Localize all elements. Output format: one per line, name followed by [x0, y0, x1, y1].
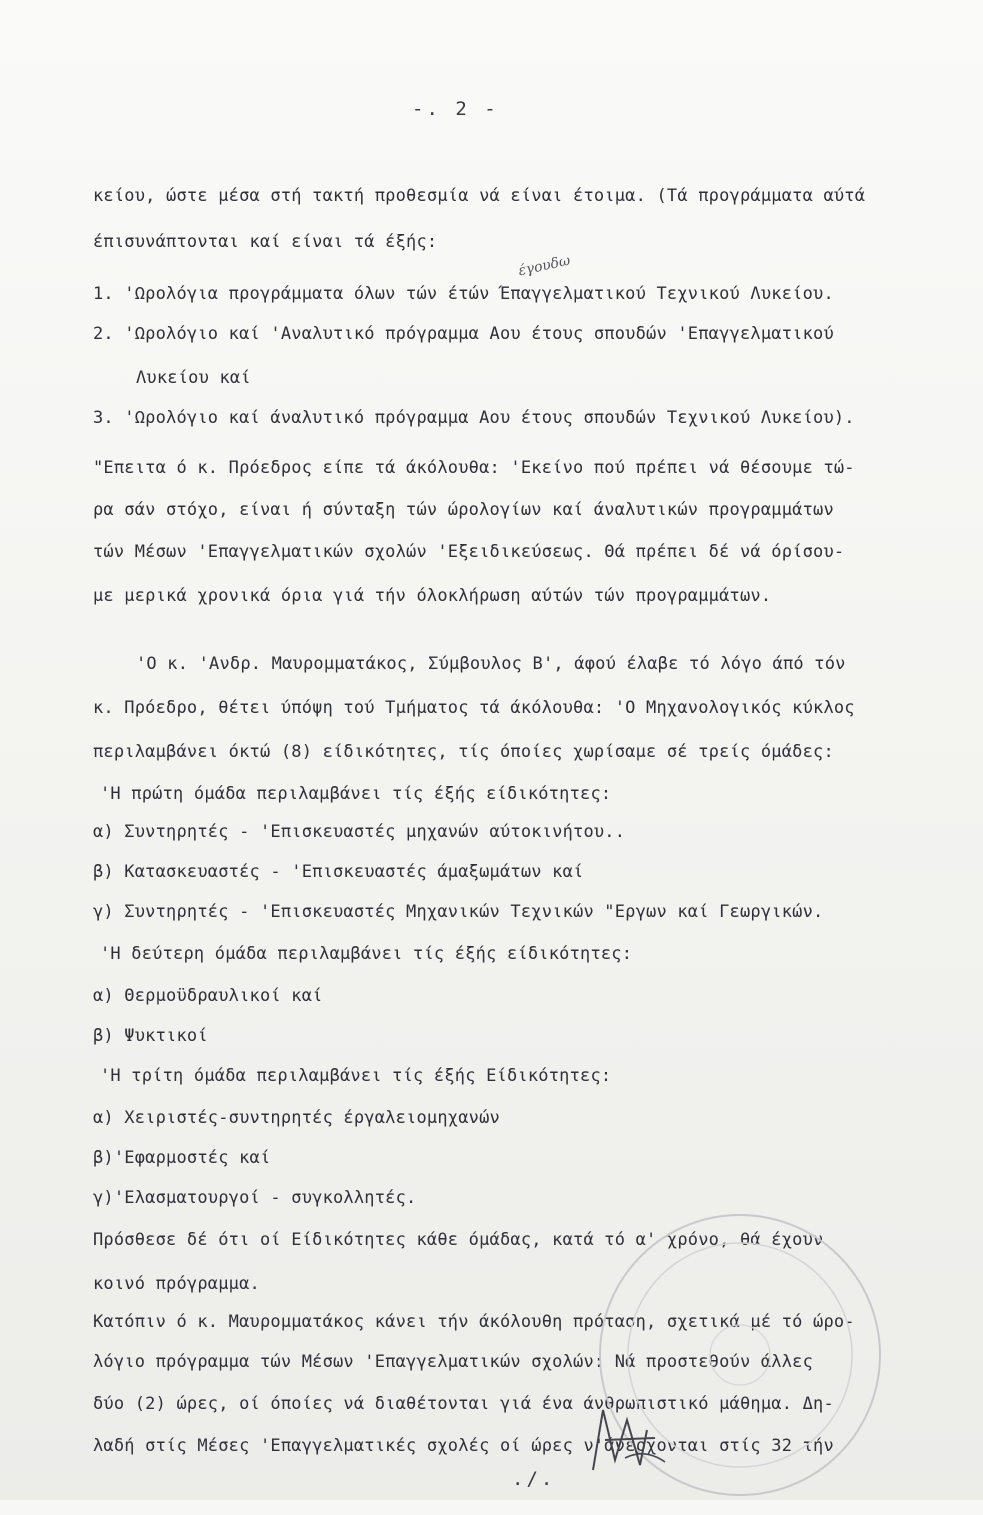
edge-mark	[969, 1240, 977, 1254]
text-line: 'Η δεύτερη όμάδα περιλαμβάνει τίς έξής είδικότητες:	[100, 944, 633, 964]
list-item: α) Θερμοϋδραυλικοί καί	[93, 986, 323, 1006]
text-line: έπισυνάπτονται καί είναι τά έξής:	[93, 232, 438, 252]
page-number: -. 2 -	[412, 98, 499, 120]
list-item: β) Ψυκτικοί	[93, 1026, 208, 1046]
text-line: δύο (2) ώρες, οί όποίες νά διαθέτονται γιά ένα άνθρωπιστικό μάθημα. Δη-	[93, 1394, 834, 1414]
list-item: α) Συντηρητές - 'Επισκευαστές μηχανών αύτοκινήτου..	[93, 822, 626, 842]
text-line: ρα σάν στόχο, είναι ή σύνταξη τών ώρολογίων καί άναλυτικών προγραμμάτων	[93, 500, 834, 520]
list-item: 2. 'Ωρολόγιο καί 'Αναλυτικό πρόγραμμα Αου έτους σπουδών 'Επαγγελματικού	[93, 324, 834, 344]
text-line: λαδή στίς Μέσες 'Επαγγελματικές σχολές οί ώρες ν'άνέρχονται στίς 32 τήν	[93, 1436, 834, 1456]
text-line: 'Ο κ. 'Ανδρ. Μαυρομματάκος, Σύμβουλος Β', άφού έλαβε τό λόγο άπό τόν	[136, 654, 846, 674]
text-line: 'Η τρίτη όμάδα περιλαμβάνει τίς έξής Είδικότητες:	[100, 1066, 612, 1086]
list-item: α) Χειριστές-συντηρητές έργαλειομηχανών	[93, 1108, 500, 1128]
text-line: 'Η πρώτη όμάδα περιλαμβάνει τίς έξής είδικότητες:	[100, 784, 612, 804]
handwritten-annotation: έγουδω	[516, 252, 572, 280]
text-line: κείου, ώστε μέσα στή τακτή προθεσμία νά είναι έτοιμα. (Τά προγράμματα αύτά	[93, 186, 866, 206]
text-line: Κατόπιν ό κ. Μαυρομματάκος κάνει τήν άκόλουθη πρόταση, σχετικά μέ τό ώρο-	[93, 1312, 855, 1332]
list-item: β)'Εφαρμοστές καί	[93, 1148, 271, 1168]
text-line: κοινό πρόγραμμα.	[93, 1274, 260, 1294]
signature-scribble	[585, 1400, 675, 1480]
continuation-mark: ./.	[512, 1468, 556, 1490]
text-line: λόγιο πρόγραμμα τών Μέσων 'Επαγγελματικών σχολών: Νά προστεθούν άλλες	[93, 1352, 814, 1372]
text-line: τών Μέσων 'Επαγγελματικών σχολών 'Εξειδικεύσεως. Θά πρέπει δέ νά όρίσου-	[93, 542, 845, 562]
list-item: 3. 'Ωρολόγιο καί άναλυτικό πρόγραμμα Αου έτους σπουδών Τεχνικού Λυκείου).	[93, 408, 855, 428]
text-line: περιλαμβάνει όκτώ (8) είδικότητες, τίς όποίες χωρίσαμε σέ τρείς όμάδες:	[93, 742, 834, 762]
text-line: Λυκείου καί	[136, 368, 251, 388]
list-item: β) Κατασκευαστές - 'Επισκευαστές άμαξωμάτων καί	[93, 862, 584, 882]
list-item: γ)'Ελασματουργοί - συγκολλητές.	[93, 1188, 417, 1208]
text-line: "Επειτα ό κ. Πρόεδρος είπε τά άκόλουθα: 'Εκείνο πού πρέπει νά θέσουμε τώ-	[93, 458, 855, 478]
list-item: 1. 'Ωρολόγια προγράμματα όλων τών έτών Έπαγγελματικού Τεχνικού Λυκείου.	[93, 284, 834, 304]
list-item: γ) Συντηρητές - 'Επισκευαστές Μηχανικών Τεχνικών "Εργων καί Γεωργικών.	[93, 902, 824, 922]
text-line: με μερικά χρονικά όρια γιά τήν όλοκλήρωση αύτών τών προγραμμάτων.	[93, 586, 772, 606]
text-line: Πρόσθεσε δέ ότι οί Είδικότητες κάθε όμάδας, κατά τό α' χρόνο, θά έχουν	[93, 1230, 824, 1250]
text-line: κ. Πρόεδρο, θέτει ύπόψη τού Τμήματος τά άκόλουθα: 'Ο Μηχανολογικός κύκλος	[93, 698, 855, 718]
